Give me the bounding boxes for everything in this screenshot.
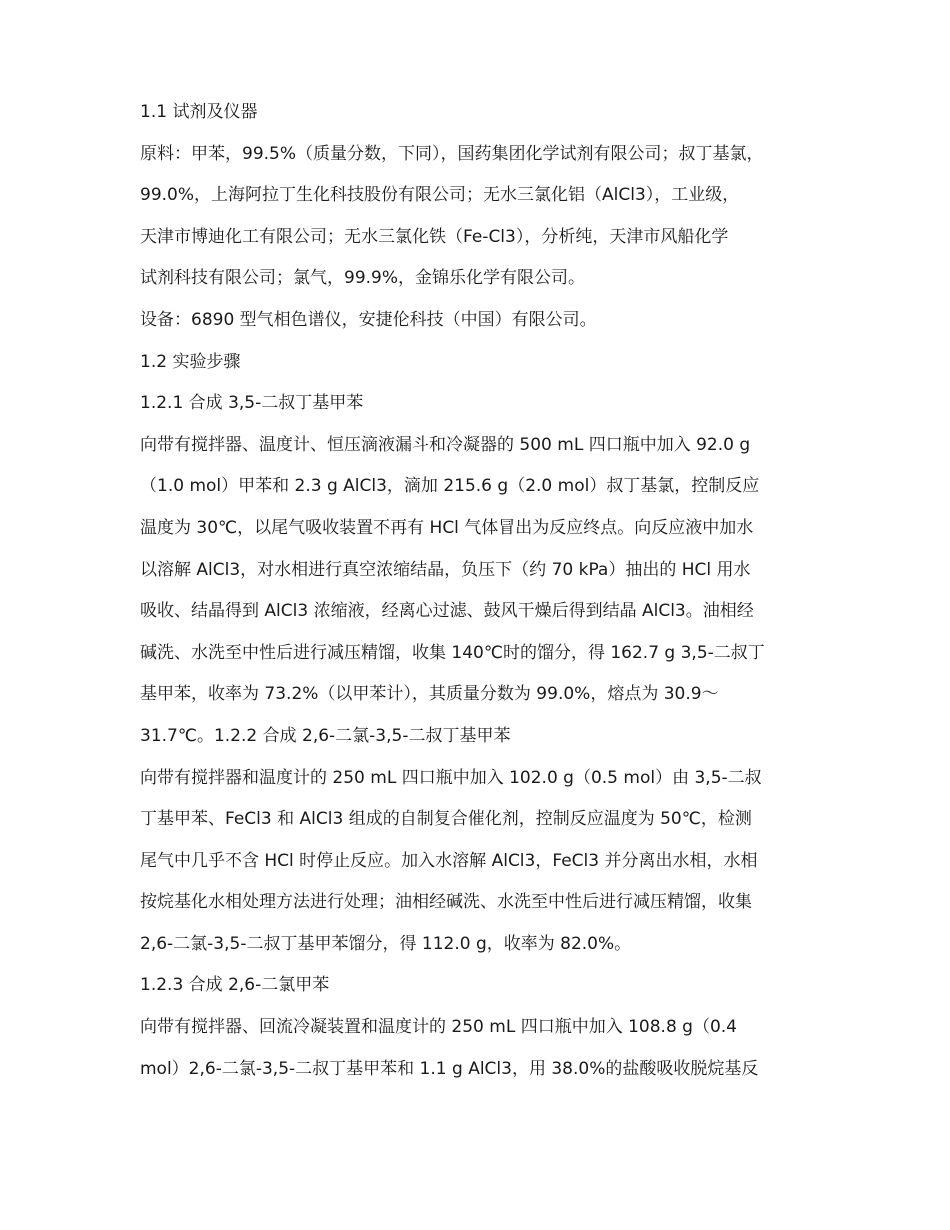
text-line: 尾气中几乎不含 HCl 时停止反应。加入水溶解 AlCl3，FeCl3 并分离出水相，水相	[140, 850, 758, 871]
text-line: （1.0 mol）甲苯和 2.3 g AlCl3，滴加 215.6 g（2.0 mol）叔丁基氯，控制反应	[140, 476, 760, 497]
subsection-heading-1-2-3: 1.2.3 合成 2,6-二氯甲苯	[140, 975, 330, 996]
text-line: 31.7℃。1.2.2 合成 2,6-二氯-3,5-二叔丁基甲苯	[140, 725, 511, 746]
text-line: 2,6-二氯-3,5-二叔丁基甲苯馏分，得 112.0 g，收率为 82.0%。	[140, 933, 632, 954]
text-line: 丁基甲苯、FeCl3 和 AlCl3 组成的自制复合催化剂，控制反应温度为 50℃，检测	[140, 809, 752, 830]
text-line: 吸收、结晶得到 AlCl3 浓缩液，经离心过滤、鼓风干燥后得到结晶 AlCl3。油相经	[140, 601, 754, 622]
text-line: 99.0%，上海阿拉丁生化科技股份有限公司；无水三氯化铝（AlCl3），工业级，	[140, 185, 740, 206]
section-heading-1-1: 1.1 试剂及仪器	[140, 102, 258, 122]
text-line: 试剂科技有限公司；氯气，99.9%，金锦乐化学有限公司。	[140, 268, 586, 289]
subsection-heading-1-2-1: 1.2.1 合成 3,5-二叔丁基甲苯	[140, 393, 364, 414]
section-heading-1-2: 1.2 实验步骤	[140, 351, 241, 372]
text-line: 以溶解 AlCl3，对水相进行真空浓缩结晶，负压下（约 70 kPa）抽出的 HCl 用水	[140, 559, 751, 580]
document-body	[140, 92, 830, 1090]
text-line: 向带有搅拌器、温度计、恒压滴液漏斗和冷凝器的 500 mL 四口瓶中加入 92.0 g	[140, 434, 751, 455]
text-line: 碱洗、水洗至中性后进行减压精馏，收集 140℃时的馏分，得 162.7 g 3,5-二叔丁	[140, 642, 765, 663]
text-line: mol）2,6-二氯-3,5-二叔丁基甲苯和 1.1 g AlCl3，用 38.0%的盐酸吸收脱烷基反	[140, 1058, 759, 1079]
text-line: 按烷基化水相处理方法进行处理；油相经碱洗、水洗至中性后进行减压精馏，收集	[140, 892, 752, 913]
text-line: 向带有搅拌器、回流冷凝装置和温度计的 250 mL 四口瓶中加入 108.8 g（0.4	[140, 1017, 737, 1038]
text-line: 原料：甲苯，99.5%（质量分数，下同），国药集团化学试剂有限公司；叔丁基氯，	[140, 143, 764, 164]
text-line: 向带有搅拌器和温度计的 250 mL 四口瓶中加入 102.0 g（0.5 mol）由 3,5-二叔	[140, 767, 762, 788]
text-line: 设备：6890 型气相色谱仪，安捷伦科技（中国）有限公司。	[140, 309, 597, 330]
text-line: 基甲苯，收率为 73.2%（以甲苯计），其质量分数为 99.0%，熔点为 30.9～	[140, 684, 719, 705]
text-line: 温度为 30℃，以尾气吸收装置不再有 HCl 气体冒出为反应终点。向反应液中加水	[140, 517, 754, 538]
text-line: 天津市博迪化工有限公司；无水三氯化铁（Fe-Cl3），分析纯，天津市风船化学	[140, 226, 729, 247]
